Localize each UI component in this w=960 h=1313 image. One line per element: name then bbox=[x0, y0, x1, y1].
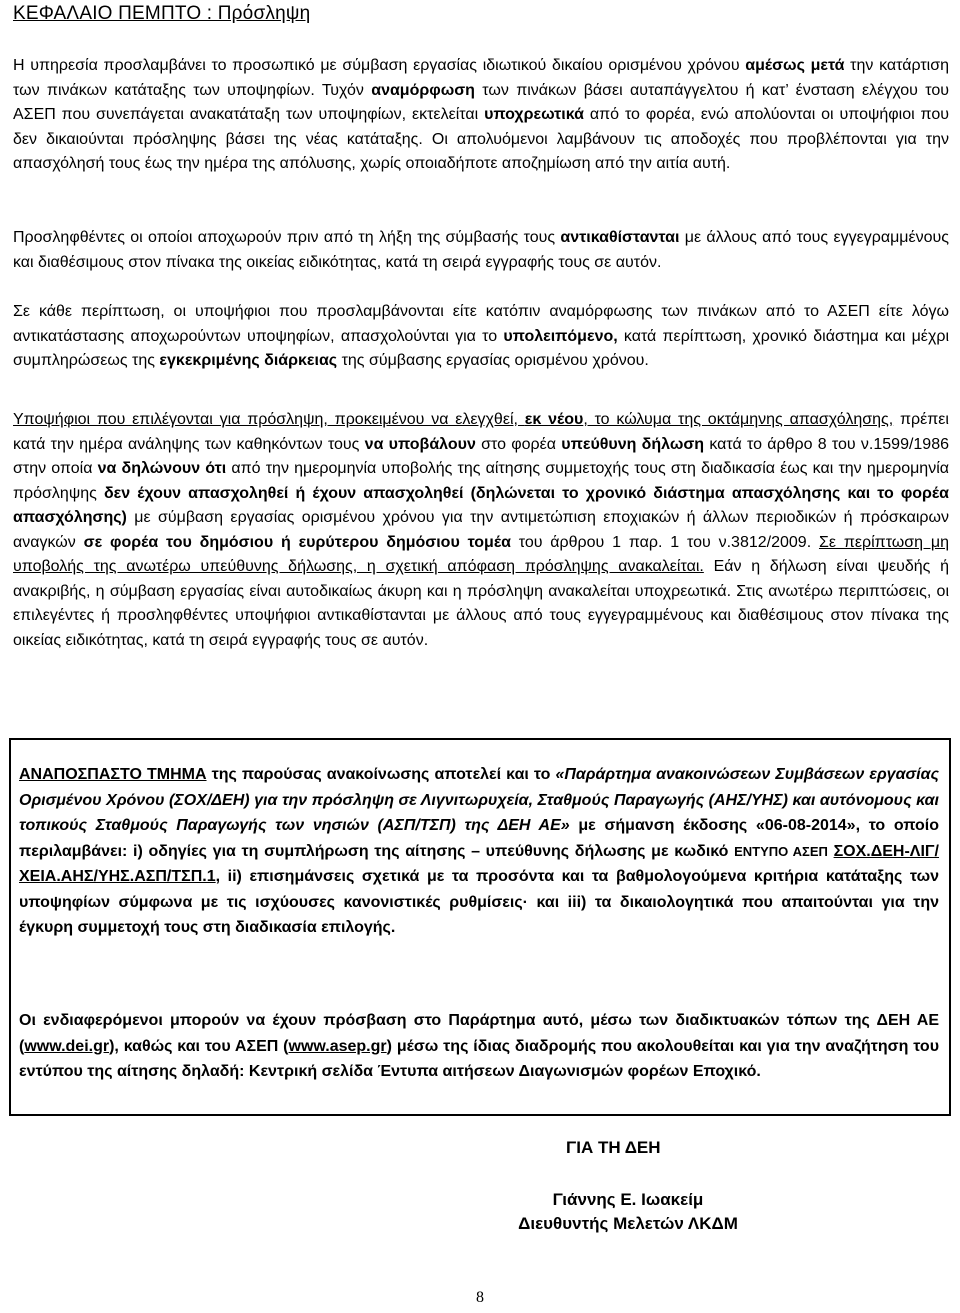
bold-run: εγκεκριμένης διάρκειας bbox=[159, 352, 338, 369]
bold-run: αναμόρφωση bbox=[371, 81, 475, 99]
text-run: Οι ενδιαφερόμενοι μπορούν να έχουν πρόσβαση στο Παράρτημα αυτό, μέσω των διαδικτυακών τόπων της ΔΕΗ ΑΕ ( bbox=[19, 1012, 939, 1055]
text-run: με σύμβαση εργασίας ορισμένου χρόνου για την αντιμετώπιση εποχιακών ή άλλων περιοδικών ή πρόσκαιρων αναγκών bbox=[13, 509, 949, 551]
bold-run: να υποβάλουν bbox=[364, 435, 476, 453]
form-code-label: ΕΝΤΥΠΟ ΑΣΕΠ bbox=[734, 843, 828, 859]
text-run: των πινάκων βάσει αυταπάγγελτου ή κατ’ ένσταση ελέγχου του ΑΣΕΠ που συνεπάγεται ανακατάταξη των υποψηφίων, εκτελείται bbox=[13, 81, 950, 123]
bold-run: υπεύθυνη δήλωση bbox=[561, 435, 705, 453]
text-run: Σε κάθε περίπτωση, οι υποψήφιοι που προσλαμβάνονται είτε κατόπιν αναμόρφωσης των πινάκων από το ΑΣΕΠ είτε λόγω αντικατάστασης αποχωρούντων υποψηφίων, απασχολούνται για το bbox=[13, 303, 949, 345]
text-run: , ii) επισημάνσεις σχετικά με τα προσόντα και τα βαθμολογούμενα κριτήρια κατάταξης των υποψηφίων σύμφωνα με τις ισχύουσες κανονιστικές ρυθμίσεις· και iii) τα δικαιολογητικά που απαιτούνται για την έγκυρη συμμετοχή τους στη διαδικασία επιλογής. bbox=[19, 868, 939, 936]
text-run: κατά το άρθρο 8 του ν.1599/1986 στην οποία bbox=[13, 435, 950, 477]
text-run: ), καθώς και του ΑΣΕΠ ( bbox=[109, 1037, 289, 1055]
text-run: της παρούσας ανακοίνωσης αποτελεί και το bbox=[206, 766, 556, 783]
signatory-name: Γιάννης Ε. Ιωακείμ bbox=[552, 1190, 704, 1209]
text-run: από την ημερομηνία υποβολής της αίτησης συμμετοχής τους στη διαδικασία έως και την ημερομηνία πρόσληψης bbox=[13, 460, 950, 502]
text-run: κατά περίπτωση, χρονικό διάστημα και μέχρι συμπληρώσεως της bbox=[13, 327, 949, 369]
chapter-heading: ΚΕΦΑΛΑΙΟ ΠΕΜΠΤΟ : Πρόσληψη bbox=[13, 3, 311, 24]
bold-run: υπολειπόμενο, bbox=[503, 327, 618, 345]
underlined-run: Υποψήφιοι που επιλέγονται για πρόσληψη, προκειμένου να ελεγχθεί, bbox=[13, 411, 525, 428]
text-run: την κατάρτιση των πινάκων κατάταξης των υποψηφίων. Τυχόν bbox=[13, 57, 950, 99]
bold-run: σε φορέα του δημόσιου ή ευρύτερου δημόσιου τομέα bbox=[83, 533, 511, 551]
bold-run: αντικαθίστανται bbox=[560, 229, 680, 246]
annex-description bbox=[19, 762, 939, 941]
signature-title: ΓΙΑ ΤΗ ΔΕΗ bbox=[566, 1138, 661, 1157]
text-run: Εάν η δήλωση είναι ψευδής ή ανακριβής, η σύμβαση εργασίας είναι αυτοδικαίως άκυρη και η πρόσληψη ανακαλείται υποχρεωτικά. Στις ανωτέρω περιπτώσεις, οι επιλεγέντες ή προσληφθέντες υποψήφιοι αντικαθίστανται με άλλους από τους εγγεγραμμένους και διαθέσιμους στον πίνακα της οικείας ειδικότητας, κατά τη σειρά εγγραφής τους σε αυτόν. bbox=[13, 558, 950, 649]
form-code: ΣΟΧ.ΔΕΗ-ΛΙΓ/ΧΕΙΑ.ΑΗΣ/ΥΗΣ.ΑΣΠ/ΤΣΠ.1 bbox=[19, 842, 939, 885]
annex-access-info bbox=[19, 1008, 939, 1085]
underlined-run: Σε περίπτωση μη υποβολής της ανωτέρω υπεύθυνης δήλωσης, η σχετική απόφαση πρόσληψης ανακαλείται. bbox=[13, 533, 949, 575]
text-run: ) μέσω της ίδιας διαδρομής που ακολουθείται και για την αναζήτηση του εντύπου της αίτησης δηλαδή: Κεντρική σελίδα Έντυπα αιτήσεων Διαγωνισμών φορέων Εποχικό. bbox=[19, 1037, 940, 1080]
text-run: του άρθρου 1 παρ. 1 του ν.3812/2009. bbox=[510, 533, 819, 551]
text-run: Προσληφθέντες οι οποίοι αποχωρούν πριν από τη λήξη της σύμβασής τους bbox=[13, 229, 561, 246]
bold-underlined-run: εκ νέου bbox=[524, 411, 584, 428]
bold-run: δεν έχουν απασχοληθεί ή έχουν απασχοληθεί (δηλώνεται το χρονικό διάστημα απασχόλησης και το φορέα απασχόλησης) bbox=[13, 484, 949, 526]
text-run: με άλλους από τους εγγεγραμμένους και διαθέσιμους στον πίνακα της οικείας ειδικότητας, κατά τη σειρά εγγραφής τους σε αυτόν. bbox=[13, 229, 949, 271]
bold-run: αμέσως μετά bbox=[745, 57, 845, 74]
text-run: με σήμανση έκδοσης «06-08-2014», το οποίο περιλαμβάνει: i) οδηγίες για τη συμπλήρωση της αίτησης – υπεύθυνης δήλωσης με κωδικό bbox=[19, 817, 939, 860]
text-run: της σύμβασης εργασίας ορισμένου χρόνου. bbox=[337, 352, 649, 369]
bold-run: να δηλώνουν ότι bbox=[97, 460, 227, 477]
paragraph-hiring-immediately bbox=[13, 54, 949, 177]
paragraph-solemn-declaration bbox=[13, 408, 949, 653]
underlined-run: ΑΝΑΠΟΣΠΑΣΤΟ ΤΜΗΜΑ bbox=[19, 766, 207, 783]
annex-notice-box bbox=[9, 738, 951, 1116]
signatory-role: Διευθυντής Μελετών ΛΚΔΜ bbox=[518, 1214, 738, 1233]
text-run: πρέπει κατά την ημέρα ανάληψης των καθηκόντων τους bbox=[13, 411, 949, 453]
bold-run: υποχρεωτικά bbox=[484, 106, 584, 123]
text-run: Η υπηρεσία προσλαμβάνει το προσωπικό με σύμβαση εργασίας ιδιωτικού δικαίου ορισμένου χρόνου bbox=[13, 57, 746, 74]
asep-link[interactable]: www.asep.gr bbox=[288, 1037, 387, 1055]
paragraph-replacement bbox=[13, 226, 949, 275]
paragraph-remaining-period bbox=[13, 300, 949, 374]
underlined-run: , το κώλυμα της οκτάμηνης απασχόλησης, bbox=[583, 411, 894, 428]
text-run: από το φορέα, ενώ απολύονται οι υποψήφιοι που δεν δικαιούνται πρόσληψης βάσει της νέας κατάταξης. Οι απολυόμενοι λαμβάνουν τις αποδοχές που προβλέπονται για την απασχόλησή τους έως την ημέρα της απόλυσης, χωρίς οποιαδήποτε αποζημίωση από την αιτία αυτή. bbox=[13, 106, 950, 172]
dei-link[interactable]: www.dei.gr bbox=[24, 1037, 110, 1055]
italic-run: «Παράρτημα ανακοινώσεων Συμβάσεων εργασίας Ορισμένου Χρόνου (ΣΟΧ/ΔΕΗ) για την πρόσληψη σε Λιγνιτωρυχεία, Σταθμούς Παραγωγής (ΑΗΣ/ΥΗΣ) και αυτόνομους και τοπικούς Σταθμούς Παραγωγής των νησιών (ΑΣΠ/ΤΣΠ) της ΔΕΗ ΑΕ» bbox=[19, 766, 940, 834]
page-number: 8 bbox=[476, 1289, 484, 1306]
text-run: στο φορέα bbox=[475, 435, 562, 453]
